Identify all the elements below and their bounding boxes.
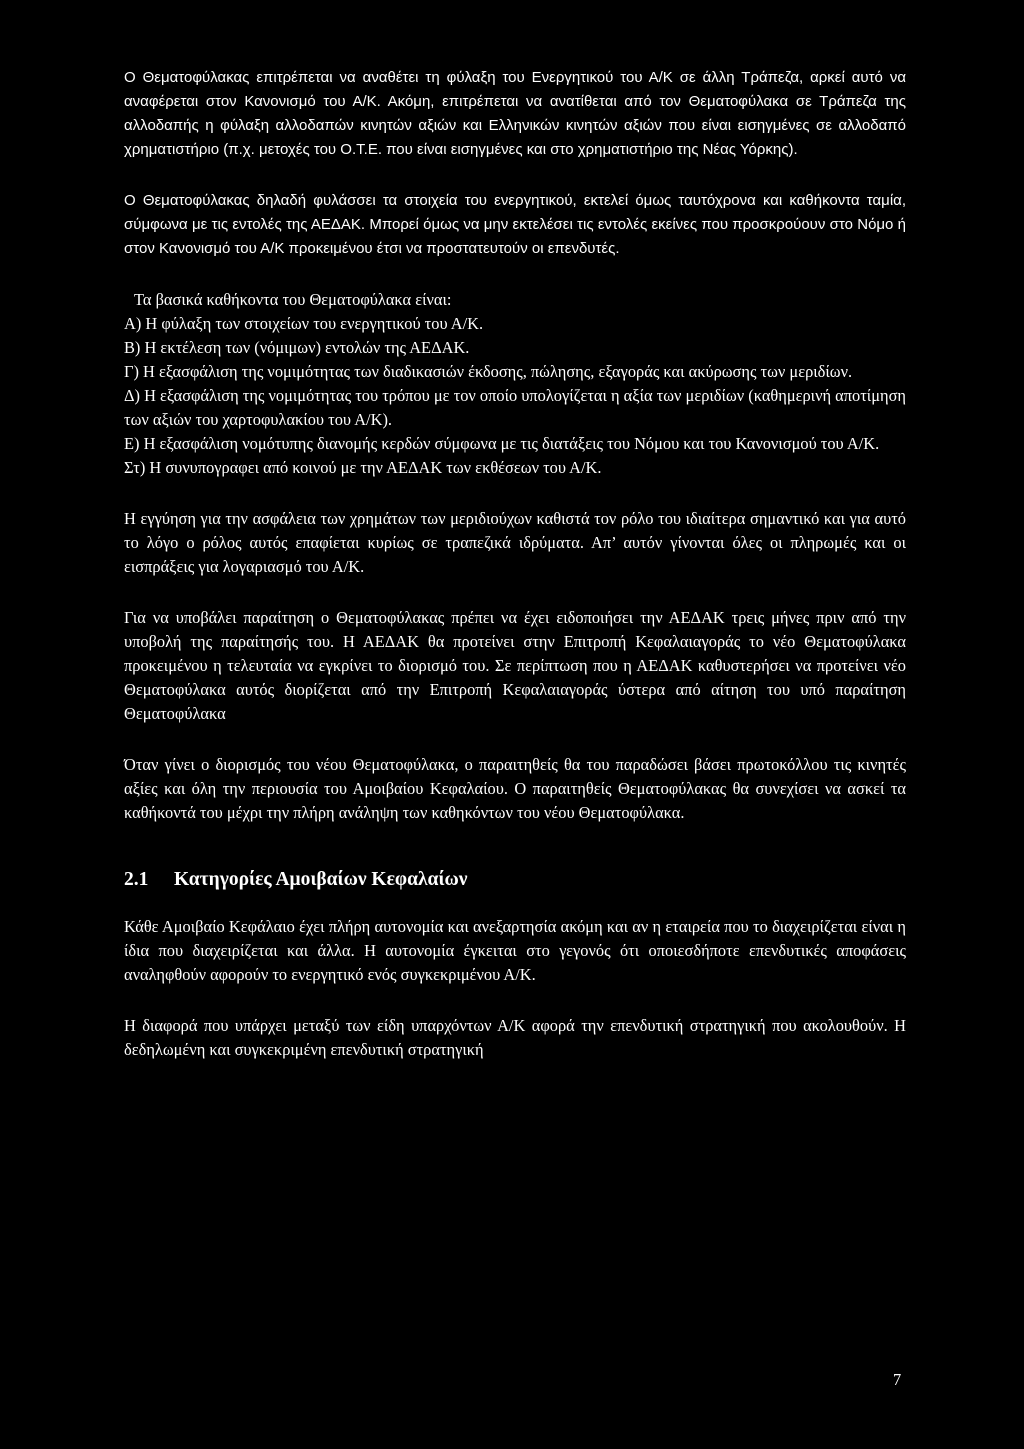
duty-item-st: Στ) Η συνυπογραφει από κοινού με την ΑΕΔΑΚ των εκθέσεων του Α/Κ. [124,458,602,477]
section-heading [124,865,906,895]
paragraph-appointment-handover: Όταν γίνει ο διορισμός του νέου Θεματοφύλακα, ο παραιτηθείς θα του παραδώσει βάσει πρωτοκόλλου τις κινητές αξίες και όλη την περιουσία του Αμοιβαίου Κεφαλαίου. Ο παραιτηθείς Θεματοφύλακας θα συνεχίσει να ασκεί τα καθήκοντά του μέχρι την πλήρη ανάληψη των καθηκόντων του νέου Θεματοφύλακα. [124,755,906,822]
paragraph-resignation: Για να υποβάλει παραίτηση ο Θεματοφύλακας πρέπει να έχει ειδοποιήσει την ΑΕΔΑΚ τρεις μήνες πριν από την υποβολή της παραίτησής του. Η ΑΕΔΑΚ θα προτείνει στην Επιτροπή Κεφαλαιαγοράς το νέο Θεματοφύλακα προκειμένου η τελευταία να εγκρίνει το διορισμό του. Σε περίπτωση που η ΑΕΔΑΚ καθυστερήσει να προτείνει νέο Θεματοφύλακα αυτός διορίζεται από την Επιτροπή Κεφαλαιαγοράς ύστερα από αίτηση του υπό παραίτηση Θεματοφύλακα [124,608,906,723]
spacer [124,987,906,1014]
spacer [124,726,906,753]
spacer [124,825,906,865]
section-title: Κατηγορίες Αμοιβαίων Κεφαλαίων [174,869,468,890]
spacer [124,261,906,288]
paragraph-fund-autonomy: Κάθε Αμοιβαίο Κεφάλαιο έχει πλήρη αυτονομία και ανεξαρτησία ακόμη και αν η εταιρεία που το διαχειρίζεται είναι η ίδια που διαχειρίζεται και άλλα. Η αυτονομία έγκειται στο γεγονός ότι οποιεσδήποτε επενδυτικές αποφάσεις αναληφθούν αφορούν το ενεργητικό ενός συγκεκριμένου Α/Κ. [124,917,906,984]
page-number: 7 [893,1370,902,1389]
paragraph-custodian-duties-summary: Ο Θεματοφύλακας δηλαδή φυλάσσει τα στοιχεία του ενεργητικού, εκτελεί όμως ταυτόχρονα και καθήκοντα ταμία, σύμφωνα με τις εντολές της ΑΕΔΑΚ. Μπορεί όμως να μην εκτελέσει τις εντολές εκείνες που προσκρούουν στο Νόμο ή στον Κανονισμό του Α/Κ προκειμένου έτσι να προστατευτούν οι επενδυτές. [124,192,906,257]
paragraph-fund-differences: Η διαφορά που υπάρχει μεταξύ των είδη υπαρχόντων Α/Κ αφορά την επενδυτική στρατηγική που ακολουθούν. Η δεδηλωμένη και συγκεκριμένη επενδυτική στρατηγική [124,1016,906,1059]
spacer [124,162,906,189]
duty-item-c: Γ) Η εξασφάλιση της νομιμότητας των διαδικασιών έκδοσης, πώλησης, εξαγοράς και ακύρωσης των μεριδίων. [124,362,853,381]
duties-intro: Τα βασικά καθήκοντα του Θεματοφύλακα είναι: [134,290,452,309]
duties-list [124,288,906,480]
duty-item-d: Δ) Η εξασφάλιση της νομιμότητας του τρόπου με τον οποίο υπολογίζεται η αξία των μεριδίων (καθημερινή αποτίμηση των αξιών του χαρτοφυλακίου του Α/Κ). [124,386,906,429]
duty-item-a: Α) Η φύλαξη των στοιχείων του ενεργητικού του Α/Κ. [124,314,484,333]
spacer [124,579,906,606]
spacer [124,895,906,915]
spacer [124,480,906,507]
section-number: 2.1 [124,869,149,890]
paragraph-guarantee-role: Η εγγύηση για την ασφάλεια των χρημάτων των μεριδιούχων καθιστά τον ρόλο του ιδιαίτερα σημαντικό και για αυτό το λόγο ο ρόλος αυτός επαφίεται κυρίως σε τραπεζικά ιδρύματα. Απ’ αυτόν γίνονται όλες οι πληρωμές και οι εισπράξεις για λογαριασμό του Α/Κ. [124,509,906,576]
document-page [124,66,906,1062]
paragraph-custody-delegation: Ο Θεματοφύλακας επιτρέπεται να αναθέτει τη φύλαξη του Ενεργητικού του Α/Κ σε άλλη Τράπεζα, αρκεί αυτό να αναφέρεται στον Κανονισμό του Α/Κ. Ακόμη, επιτρέπεται να ανατίθεται από τον Θεματοφύλακα σε Τράπεζα της αλλοδαπής η φύλαξη αλλοδαπών κινητών αξιών και Ελληνικών κινητών αξιών που είναι εισηγμένες σε αλλοδαπό χρηματιστήριο (π.χ. μετοχές του Ο.Τ.Ε. που είναι εισηγμένες και στο χρηματιστήριο της Νέας Υόρκης). [124,69,906,158]
duty-item-b: Β) Η εκτέλεση των (νόμιμων) εντολών της ΑΕΔΑΚ. [124,338,470,357]
duty-item-e: Ε) Η εξασφάλιση νομότυπης διανομής κερδών σύμφωνα με τις διατάξεις του Νόμου και του Κανονισμού του Α/Κ. [124,434,880,453]
